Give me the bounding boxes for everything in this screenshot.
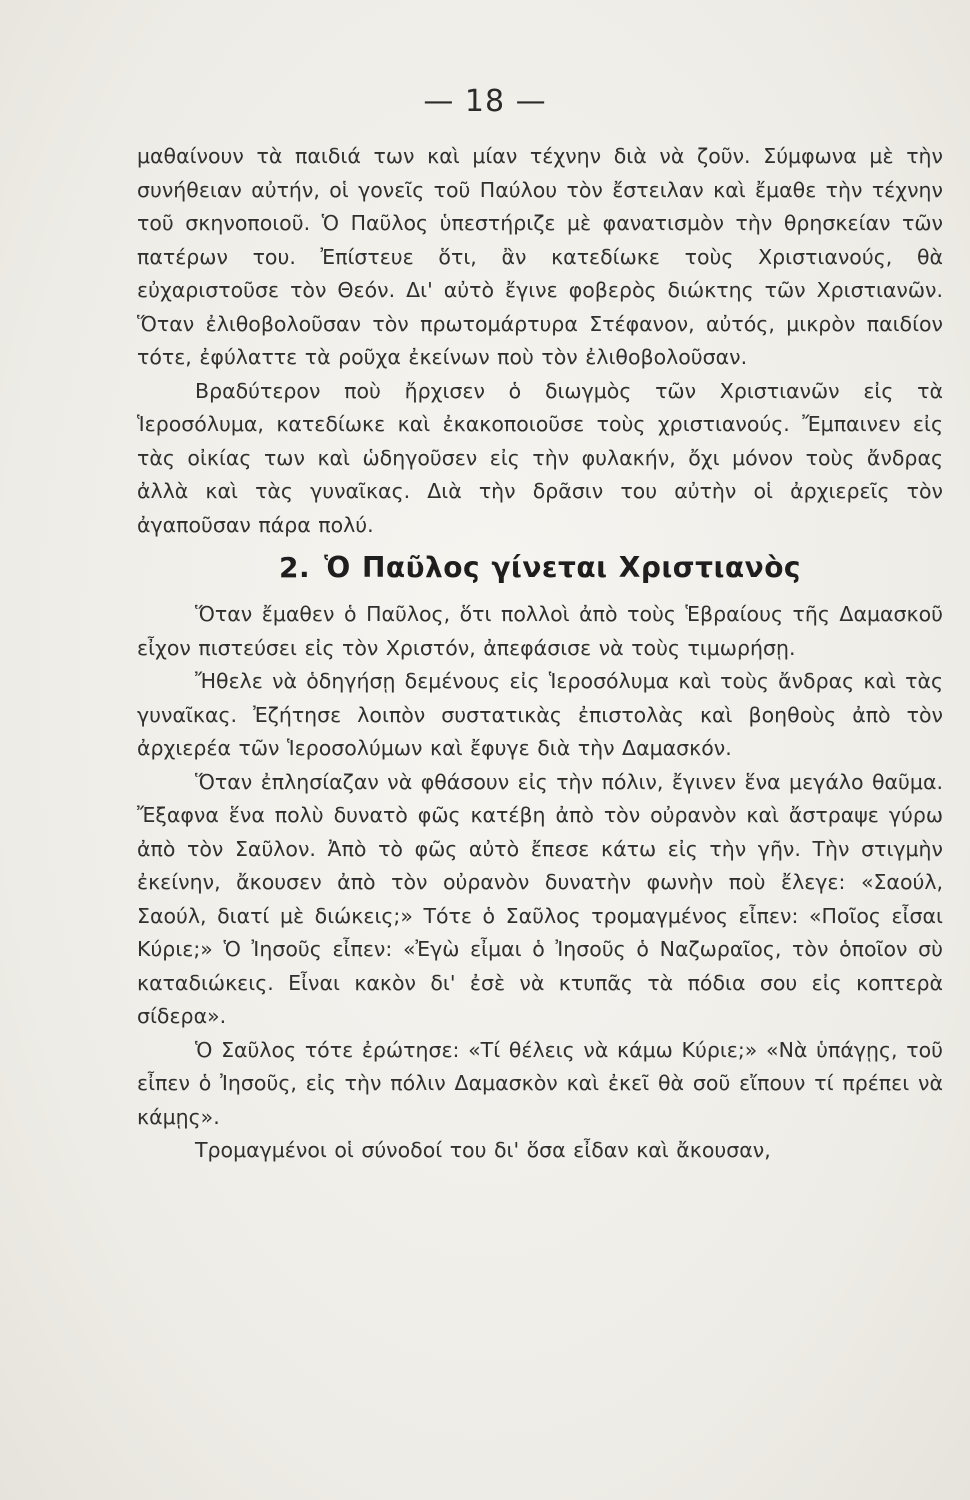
paragraph-companions: Τρομαγμένοι οἱ σύνοδοί του δι' ὅσα εἶδαν καὶ ἄκουσαν, bbox=[195, 1138, 771, 1162]
paragraph-continuation: μαθαίνουν τὰ παιδιά των καὶ μίαν τέχνην διὰ νὰ ζοῦν. Σύμφωνα μὲ τὴν συνήθειαν αὐτήν, οἱ γονεῖς τοῦ Παύλου τὸν ἔστειλαν καὶ ἔμαθε τὴν τέχνην τοῦ σκηνοποιοῦ. Ὁ Παῦλος ὑπεστήριζε μὲ φανατισμὸν τὴν θρησκείαν τῶν πατέρων του. Ἐπίστευε ὅτι, ἂν κατεδίωκε τοὺς Χριστιανούς, θὰ εὐχαριστοῦσε τὸν Θεόν. Δι' αὐτὸ ἔγινε φοβερὸς διώκτης τῶν Χριστιανῶν. Ὅταν ἐλιθοβολοῦσαν τὸν πρωτομάρτυρα Στέφανον, αὐτός, μικρὸν παιδίον τότε, ἐφύλαττε τὰ ροῦχα ἐκείνων ποὺ τὸν ἐλιθοβολοῦσαν. bbox=[137, 144, 943, 369]
section-title: Ὁ Παῦλος γίνεται Χριστιανὸς bbox=[324, 551, 802, 584]
paragraph-damascus-decision: Ὅταν ἔμαθεν ὁ Παῦλος, ὅτι πολλοὶ ἀπὸ τοὺς Ἑβραίους τῆς Δαμασκοῦ εἶχον πιστεύσει εἰς τὸν Χριστόν, ἀπεφάσισε νὰ τοὺς τιμωρήσῃ. bbox=[137, 602, 943, 660]
page-number: — 18 — bbox=[423, 84, 547, 119]
section-number: 2. bbox=[278, 551, 311, 584]
body-text bbox=[137, 140, 943, 1168]
paragraph-miracle: Ὅταν ἐπλησίαζαν νὰ φθάσουν εἰς τὴν πόλιν, ἔγινεν ἕνα μεγάλο θαῦμα. Ἔξαφνα ἕνα πολὺ δυνατὸ φῶς κατέβη ἀπὸ τὸν οὐρανὸν καὶ ἄστραψε γύρω ἀπὸ τὸν Σαῦλον. Ἀπὸ τὸ φῶς αὐτὸ ἔπεσε κάτω εἰς τὴν γῆν. Τὴν στιγμὴν ἐκείνην, ἄκουσεν ἀπὸ τὸν οὐρανὸν δυνατὴν φωνὴν ποὺ ἔλεγε: «Σαούλ, Σαούλ, διατί μὲ διώκεις;» Τότε ὁ Σαῦλος τρομαγμένος εἶπεν: «Ποῖος εἶσαι Κύριε;» Ὁ Ἰησοῦς εἶπεν: «Ἐγὼ εἶμαι ὁ Ἰησοῦς ὁ Ναζωραῖος, τὸν ὁποῖον σὺ καταδιώκεις. Εἶναι κακὸν δι' ἐσὲ νὰ κτυπᾶς τὰ πόδια σου εἰς κοπτερὰ σίδερα». bbox=[137, 769, 943, 1028]
paragraph-question: Ὁ Σαῦλος τότε ἐρώτησε: «Τί θέλεις νὰ κάμω Κύριε;» «Νὰ ὑπάγῃς, τοῦ εἶπεν ὁ Ἰησοῦς, εἰς τὴν πόλιν Δαμασκὸν καὶ ἐκεῖ θὰ σοῦ εἴπουν τί πρέπει νὰ κάμῃς». bbox=[137, 1037, 943, 1129]
paragraph-persecution: Βραδύτερον ποὺ ἤρχισεν ὁ διωγμὸς τῶν Χριστιανῶν εἰς τὰ Ἱεροσόλυμα, κατεδίωκε καὶ ἐκακοποιοῦσε τοὺς χριστιανούς. Ἔμπαινεν εἰς τὰς οἰκίας των καὶ ὡδηγοῦσεν εἰς τὴν φυλακήν, ὄχι μόνον τοὺς ἄνδρας ἀλλὰ καὶ τὰς γυναῖκας. Διὰ τὴν δρᾶσιν του αὐτὴν οἱ ἀρχιερεῖς τὸν ἀγαποῦσαν πάρα πολύ. bbox=[137, 378, 943, 537]
paragraph-letters: Ἤθελε νὰ ὁδηγήσῃ δεμένους εἰς Ἱεροσόλυμα καὶ τοὺς ἄνδρας καὶ τὰς γυναῖκας. Ἐζήτησε λοιπὸν συστατικὰς ἐπιστολὰς καὶ βοηθοὺς ἀπὸ τὸν ἀρχιερέα τῶν Ἱεροσολύμων καὶ ἔφυγε διὰ τὴν Δαμασκόν. bbox=[137, 669, 943, 760]
section-heading bbox=[137, 548, 943, 588]
